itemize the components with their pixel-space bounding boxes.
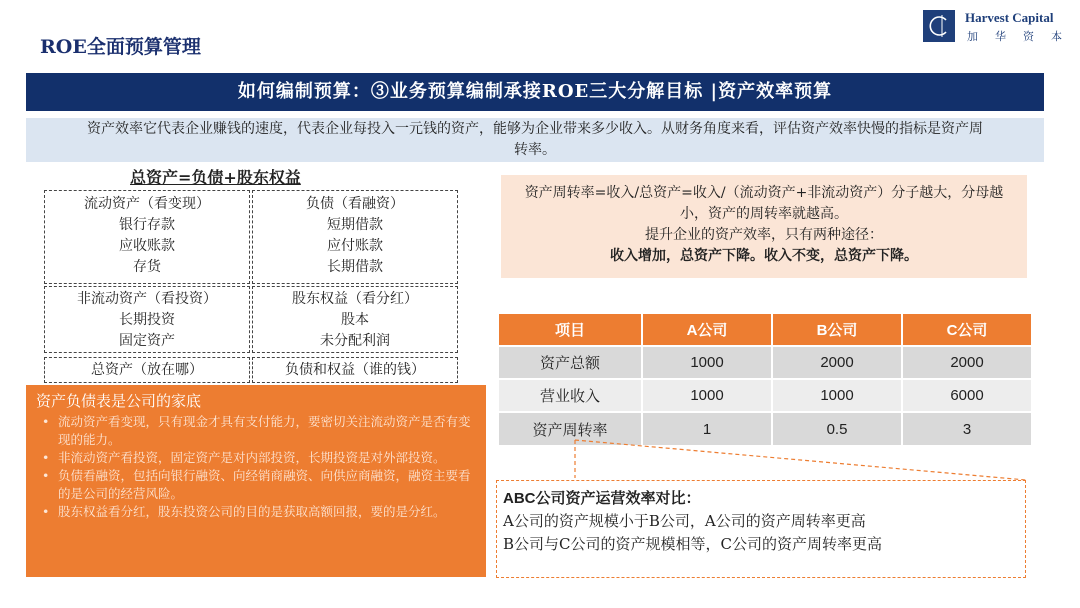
total-liab-equity-label: 负债和权益（谁的钱） — [285, 362, 425, 378]
table-cell: 1000 — [642, 379, 772, 412]
formula-paths-intro: 提升企业的资产效率，只有两种途径： — [645, 227, 883, 243]
table-cell: 1000 — [772, 379, 902, 412]
logo-emblem-icon — [923, 10, 955, 42]
section-banner: 如何编制预算：③业务预算编制承接ROE三大分解目标 |资产效率预算 — [26, 73, 1044, 111]
liabilities-heading: 负债（看融资） — [306, 196, 404, 212]
table-cell: 1 — [642, 412, 772, 445]
current-assets-item: 应收账款 — [119, 238, 175, 254]
table-header-row — [499, 314, 1031, 346]
table-header-item: 项目 — [499, 314, 642, 346]
equity-item: 股本 — [341, 312, 369, 328]
table-header-b: B公司 — [772, 314, 902, 346]
table-cell: 营业收入 — [499, 379, 642, 412]
table-cell: 2000 — [902, 346, 1031, 379]
table-cell: 3 — [902, 412, 1031, 445]
table-cell: 资产总额 — [499, 346, 642, 379]
noncurrent-assets-item: 长期投资 — [119, 312, 175, 328]
noncurrent-assets-item: 固定资产 — [119, 333, 175, 349]
liabilities-item: 长期借款 — [327, 259, 383, 275]
table-cell: 资产周转率 — [499, 412, 642, 445]
equity-item: 未分配利润 — [320, 333, 390, 349]
total-liab-equity-box — [252, 357, 458, 383]
total-assets-label: 总资产（放在哪） — [91, 362, 203, 378]
company-logo — [923, 10, 1079, 44]
notes-bullet: • 非流动资产看投资，固定资产是对内部投资，长期投资是对外部投资。 — [36, 449, 476, 467]
turnover-formula-box — [501, 175, 1027, 278]
page-title: ROE全面预算管理 — [40, 36, 201, 58]
current-assets-item: 银行存款 — [119, 217, 175, 233]
liabilities-item: 短期借款 — [327, 217, 383, 233]
abc-line-a-vs-b: A公司的资产规模小于B公司，A公司的资产周转率更高 — [503, 512, 866, 530]
abc-title: ABC公司资产运营效率对比： — [503, 490, 701, 507]
table-cell: 1000 — [642, 346, 772, 379]
notes-list — [36, 413, 476, 521]
balance-sheet-title: 总资产=负债+股东权益 — [130, 168, 301, 187]
total-assets-box — [44, 357, 250, 383]
logo-text-cn: 加华资本 — [967, 30, 1079, 43]
company-comparison-table — [499, 314, 1031, 445]
table-header-a: A公司 — [642, 314, 772, 346]
formula-paths: 收入增加，总资产下降。收入不变，总资产下降。 — [610, 248, 918, 264]
liabilities-box — [252, 190, 458, 284]
table-cell: 6000 — [902, 379, 1031, 412]
abc-line-b-vs-c: B公司与C公司的资产规模相等，C公司的资产周转率更高 — [503, 535, 882, 553]
notes-title: 资产负债表是公司的家底 — [36, 392, 202, 410]
table-cell: 2000 — [772, 346, 902, 379]
current-assets-heading: 流动资产（看变现） — [84, 196, 210, 212]
balance-sheet-notes — [26, 385, 486, 577]
table-row — [499, 379, 1031, 412]
intro-text: 资产效率它代表企业赚钱的速度，代表企业每投入一元钱的资产，能够为企业带来多少收入。从财务角度来看，评估资产效率快慢的指标是资产周转率。 — [26, 118, 1044, 162]
current-assets-item: 存货 — [133, 259, 161, 275]
notes-bullet: • 负债看融资，包括向银行融资、向经销商融资、向供应商融资，融资主要看的是公司的经营风险。 — [36, 467, 476, 503]
notes-bullet: • 股东权益看分红，股东投资公司的目的是获取高额回报，要的是分红。 — [36, 503, 476, 521]
noncurrent-assets-box — [44, 286, 250, 353]
notes-bullet: • 流动资产看变现，只有现金才具有支付能力，要密切关注流动资产是否有变现的能力。 — [36, 413, 476, 449]
equity-heading: 股东权益（看分红） — [292, 291, 418, 307]
formula-definition: 资产周转率=收入/总资产=收入/（流动资产+非流动资产）分子越大，分母越小，资产的周转率就越高。 — [524, 185, 1004, 222]
table-row — [499, 346, 1031, 379]
liabilities-item: 应付账款 — [327, 238, 383, 254]
abc-comparison-callout — [496, 480, 1026, 578]
noncurrent-assets-heading: 非流动资产（看投资） — [77, 291, 217, 307]
logo-text-en: Harvest Capital — [965, 10, 1054, 25]
equity-box — [252, 286, 458, 353]
table-cell: 0.5 — [772, 412, 902, 445]
table-header-c: C公司 — [902, 314, 1031, 346]
current-assets-box — [44, 190, 250, 284]
